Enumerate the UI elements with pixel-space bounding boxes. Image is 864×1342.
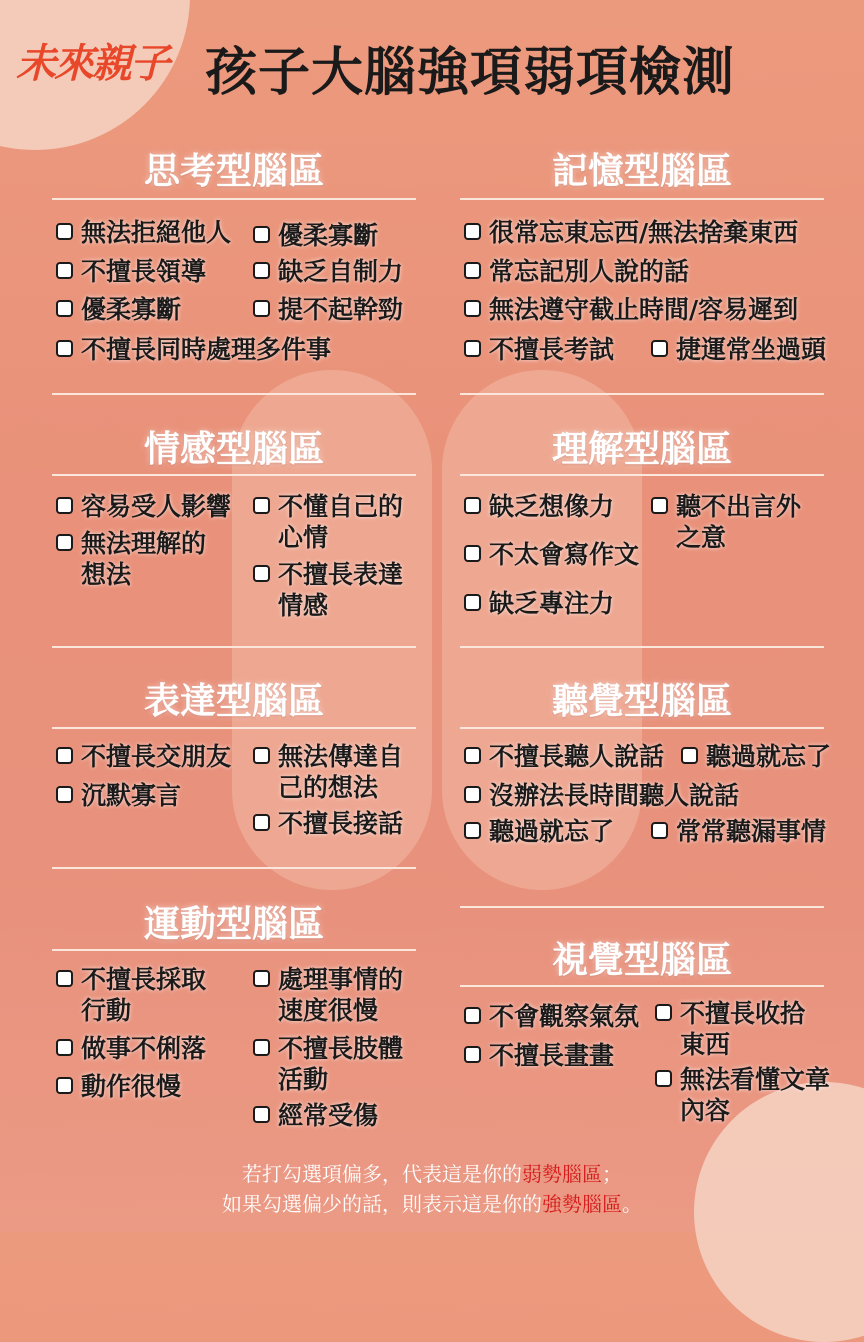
checkbox[interactable] (253, 262, 270, 279)
section-heading-motor: 運動型腦區 (143, 904, 324, 945)
divider (460, 985, 824, 987)
checklist-item[interactable]: 常常聽漏事情 (651, 816, 826, 847)
checkbox[interactable] (681, 747, 698, 764)
divider (52, 393, 416, 395)
checklist-item[interactable]: 常忘記別人說的話 (464, 256, 689, 287)
checklist-item[interactable]: 無法傳達自 己的想法 (253, 741, 403, 803)
checkbox[interactable] (651, 822, 668, 839)
checklist-item[interactable]: 不擅長肢體 活動 (253, 1033, 403, 1095)
checkbox[interactable] (464, 747, 481, 764)
checkbox[interactable] (253, 300, 270, 317)
divider (52, 474, 416, 476)
checkbox[interactable] (464, 340, 481, 357)
checkbox[interactable] (56, 970, 73, 987)
checkbox[interactable] (56, 223, 73, 240)
checklist-item[interactable]: 很常忘東忘西/無法捨棄東西 (464, 217, 798, 248)
checklist-item[interactable]: 捷運常坐過頭 (651, 334, 826, 365)
weak-zone-highlight: 弱勢腦區 (522, 1162, 602, 1186)
section-heading-thinking: 思考型腦區 (143, 151, 324, 192)
divider (52, 867, 416, 869)
checkbox[interactable] (651, 497, 668, 514)
checklist-item[interactable]: 不擅長接話 (253, 808, 403, 839)
section-heading-emotion: 情感型腦區 (143, 429, 324, 470)
strong-zone-highlight: 強勢腦區 (542, 1192, 622, 1216)
page-title: 孩子大腦強項弱項檢測 (205, 43, 736, 103)
checkbox[interactable] (253, 1106, 270, 1123)
checkbox[interactable] (464, 1046, 481, 1063)
checklist-item[interactable]: 不擅長表達 情感 (253, 559, 403, 621)
checkbox[interactable] (253, 814, 270, 831)
checkbox[interactable] (464, 545, 481, 562)
checklist-item[interactable]: 處理事情的 速度很慢 (253, 964, 403, 1026)
checkbox[interactable] (655, 1004, 672, 1021)
checklist-item[interactable]: 聽過就忘了 (681, 741, 831, 772)
checklist-item[interactable]: 優柔寡斷 (253, 220, 378, 251)
checkbox[interactable] (253, 497, 270, 514)
checkbox[interactable] (56, 747, 73, 764)
divider (460, 906, 824, 908)
checkbox[interactable] (464, 594, 481, 611)
checklist-item[interactable]: 無法看懂文章 內容 (655, 1064, 830, 1126)
checklist-item[interactable]: 提不起幹勁 (253, 294, 403, 325)
checklist-item[interactable]: 做事不俐落 (56, 1033, 206, 1064)
checkbox[interactable] (56, 340, 73, 357)
checkbox[interactable] (464, 497, 481, 514)
checklist-item[interactable]: 動作很慢 (56, 1071, 181, 1102)
checklist-item[interactable]: 不擅長同時處理多件事 (56, 334, 331, 365)
checkbox[interactable] (464, 822, 481, 839)
section-heading-expression: 表達型腦區 (143, 681, 324, 722)
checklist-item[interactable]: 不太會寫作文 (464, 539, 639, 570)
checkbox[interactable] (56, 497, 73, 514)
footer-note-line2: 如果勾選偏少的話，則表示這是你的強勢腦區。 (222, 1192, 642, 1216)
checkbox[interactable] (56, 1039, 73, 1056)
checkbox[interactable] (651, 340, 668, 357)
checklist-item[interactable]: 聽不出言外 之意 (651, 491, 801, 553)
checklist-item[interactable]: 沒辦法長時間聽人說話 (464, 780, 739, 811)
checkbox[interactable] (464, 786, 481, 803)
checklist-item[interactable]: 經常受傷 (253, 1100, 378, 1131)
checklist-item[interactable]: 不擅長交朋友 (56, 741, 231, 772)
checkbox[interactable] (56, 300, 73, 317)
checklist-item[interactable]: 聽過就忘了 (464, 816, 614, 847)
divider (460, 646, 824, 648)
divider (52, 949, 416, 951)
checklist-item[interactable]: 不擅長畫畫 (464, 1040, 614, 1071)
section-heading-understanding: 理解型腦區 (551, 429, 732, 470)
checkbox[interactable] (56, 786, 73, 803)
checklist-item[interactable]: 不懂自己的 心情 (253, 491, 403, 553)
checklist-item[interactable]: 無法遵守截止時間/容易遲到 (464, 294, 798, 325)
checkbox[interactable] (253, 565, 270, 582)
section-heading-visual: 視覺型腦區 (551, 940, 732, 981)
checklist-item[interactable]: 缺乏想像力 (464, 491, 614, 522)
checkbox[interactable] (56, 534, 73, 551)
section-heading-memory: 記憶型腦區 (551, 151, 732, 192)
checklist-item[interactable]: 不擅長採取 行動 (56, 964, 206, 1026)
checkbox[interactable] (464, 1007, 481, 1024)
checkbox[interactable] (56, 1077, 73, 1094)
checklist-item[interactable]: 缺乏自制力 (253, 256, 403, 287)
checklist-item[interactable]: 不會觀察氣氛 (464, 1001, 639, 1032)
divider (460, 198, 824, 200)
checklist-item[interactable]: 不擅長聽人說話 (464, 741, 664, 772)
divider (52, 727, 416, 729)
divider (52, 198, 416, 200)
checkbox[interactable] (464, 300, 481, 317)
checkbox[interactable] (253, 747, 270, 764)
brand-logo: 未來親子 (16, 41, 168, 87)
divider (52, 646, 416, 648)
footer-note-line1: 若打勾選項偏多，代表這是你的弱勢腦區； (242, 1162, 622, 1186)
section-heading-hearing: 聽覺型腦區 (551, 681, 732, 722)
checkbox[interactable] (464, 262, 481, 279)
checkbox[interactable] (655, 1070, 672, 1087)
checklist-item[interactable]: 優柔寡斷 (56, 294, 181, 325)
checkbox[interactable] (253, 970, 270, 987)
checklist-item[interactable]: 容易受人影響 (56, 491, 231, 522)
checkbox[interactable] (253, 1039, 270, 1056)
checkbox[interactable] (253, 226, 270, 243)
divider (460, 474, 824, 476)
divider (460, 727, 824, 729)
checkbox[interactable] (464, 223, 481, 240)
checklist-item[interactable]: 無法拒絕他人 (56, 217, 231, 248)
checklist-item[interactable]: 不擅長考試 (464, 334, 614, 365)
checkbox[interactable] (56, 262, 73, 279)
checklist-item[interactable]: 沉默寡言 (56, 780, 181, 811)
checklist-item[interactable]: 無法理解的 想法 (56, 528, 206, 590)
checklist-item[interactable]: 不擅長領導 (56, 256, 206, 287)
checklist-item[interactable]: 缺乏專注力 (464, 588, 614, 619)
checklist-item[interactable]: 不擅長收拾 東西 (655, 998, 805, 1060)
divider (460, 393, 824, 395)
